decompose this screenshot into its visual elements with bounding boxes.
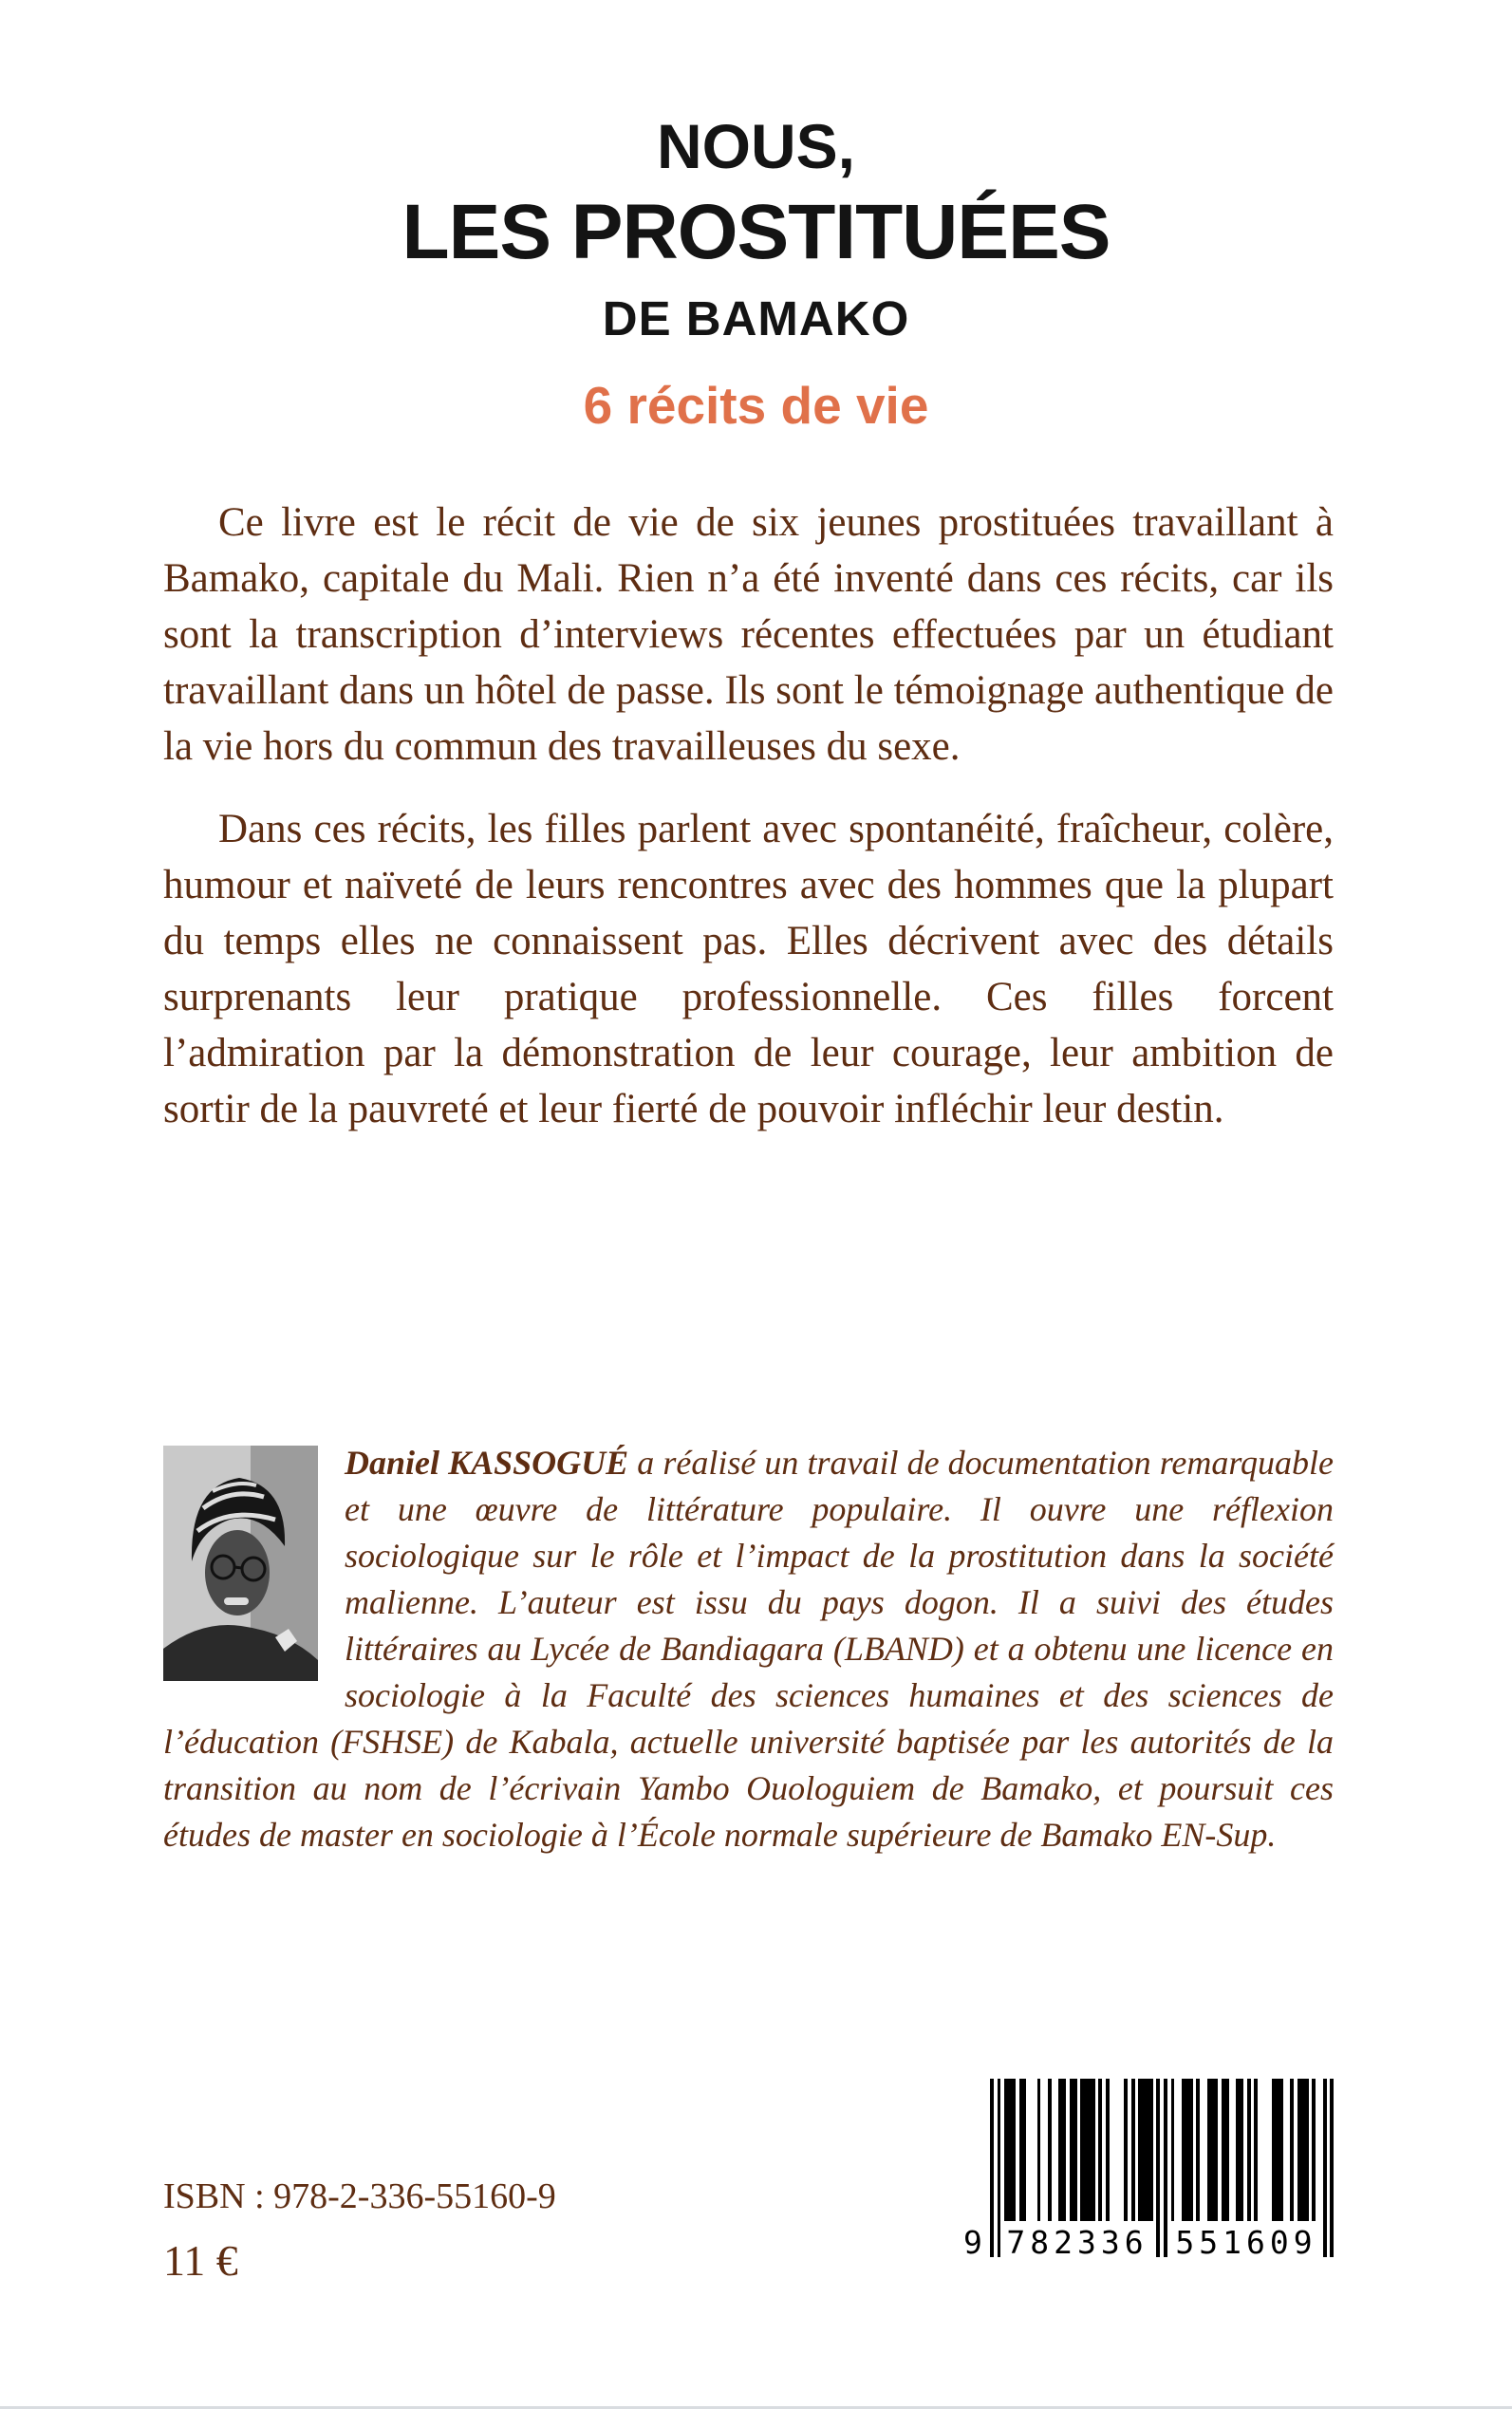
barcode-digit-lead: 9: [963, 2224, 982, 2261]
barcode: [961, 2079, 1334, 2261]
author-photo: [163, 1446, 318, 1681]
isbn: ISBN : 978-2-336-55160-9: [163, 2176, 556, 2216]
title-block: [0, 113, 1512, 436]
book-title-line3: DE BAMAKO: [602, 291, 910, 345]
author-name: Daniel KASSOGUÉ: [345, 1444, 629, 1482]
synopsis-paragraph-1: Ce livre est le récit de vie de six jeunes prostituées travaillant à Bamako, capitale du Mali. Rien n’a été inventé dans ces récits, car ils sont la transcription d’interviews récentes effectuées par un étudiant travaillant dans un hôtel de passe. Ils sont le témoignage authentique de la vie hors du commun des travailleuses du sexe.: [163, 500, 1334, 769]
author-bio: [163, 1440, 1334, 1858]
synopsis-paragraph-2: Dans ces récits, les filles parlent avec spontanéité, fraîcheur, colère, humour et naïveté de leurs rencontres avec des hommes que la plupart du temps elles ne connaissent pas. Elles décrivent avec des détails surprenants leur pratique professionnelle. Ces filles forcent l’admiration par la démonstration de leur courage, leur ambition de sortir de la pauvreté et leur fierté de pouvoir infléchir leur destin.: [163, 807, 1334, 1131]
barcode-number: [961, 2225, 1334, 2261]
author-bio-body: a réalisé un travail de documentation remarquable et une œuvre de littérature populaire. Il ouvre une réflexion sociologique sur le rôle et l’impact de la prostitution dans la société malienne. L’auteur est issu du pays dogon. Il a suivi des études littéraires au Lycée de Bandiagara (LBAND) et a obtenu une licence en sociologie à la Faculté des sciences humaines et des sciences de l’éducation (FSHSE) de Kabala, actuelle université baptisée par les autorités de la transition au nom de l’écrivain Yambo Ouologuiem de Bamako, et poursuit ces études de master en sociologie à l’École normale supérieure de Bamako EN-Sup.: [163, 1444, 1335, 1854]
book-subtitle: 6 récits de vie: [583, 376, 929, 435]
barcode-digits-right: 551609: [1172, 2225, 1320, 2261]
book-title-line2: LES PROSTITUÉES: [401, 189, 1111, 275]
book-title: [0, 113, 1512, 348]
barcode-digits-left: 782336: [1003, 2225, 1151, 2261]
author-bio-text: [163, 1440, 1334, 1858]
price: 11 €: [163, 2236, 238, 2285]
synopsis: [163, 495, 1334, 1164]
book-title-line1: NOUS,: [656, 111, 856, 181]
